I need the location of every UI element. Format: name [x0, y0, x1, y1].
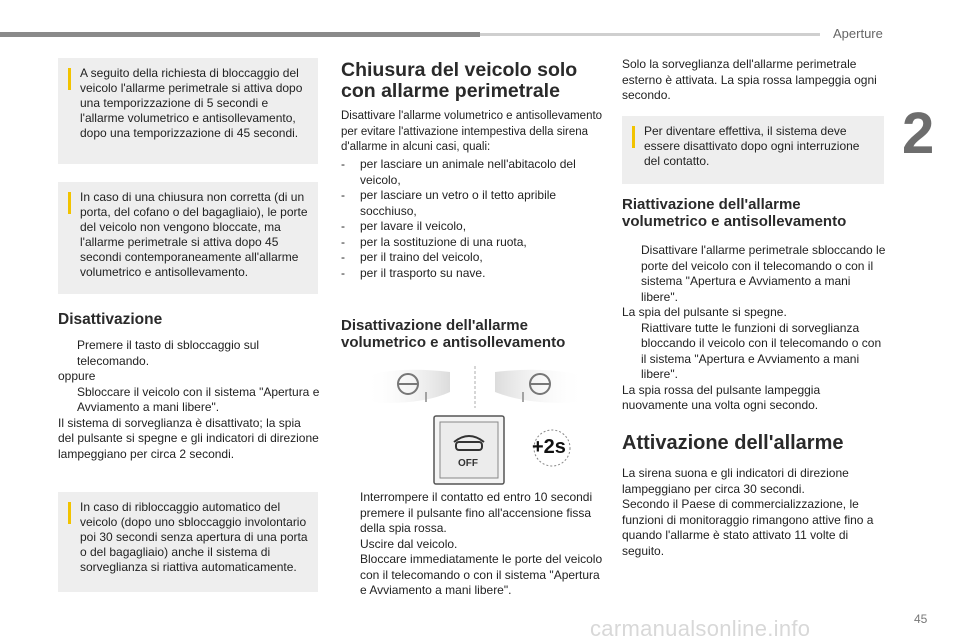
chapter-number: 2	[902, 101, 935, 166]
col3-body	[622, 243, 886, 414]
note-incorrect-closing	[58, 182, 318, 294]
list-item: - per il trasporto su nave.	[341, 265, 486, 280]
note-marker	[632, 126, 635, 148]
note-relock	[58, 492, 318, 592]
list-item: Interrompere il contatto ed entro 10 secondi premere il pulsante fino all'accensione fissa della spia rossa.	[360, 490, 593, 535]
list-item: Uscire dal veicolo.	[360, 536, 458, 551]
list-item: - per lasciare un vetro o il tetto apribile socchiuso,	[341, 188, 557, 218]
heading-riattivazione: Riattivazione dell'allarme volumetrico e antisollevamento	[622, 196, 847, 230]
col2-steps	[341, 490, 603, 599]
list-item: - per il traino del veicolo,	[341, 250, 483, 264]
col3-intro: Solo la sorveglianza dell'allarme perimetrale esterno è attivata. La spia rossa lampeggia ogni secondo.	[622, 57, 877, 102]
paragraph: La spia del pulsante si spegne.	[622, 305, 787, 319]
heading-chiusura: Chiusura del veicolo solo con allarme perimetrale	[341, 59, 578, 102]
heading-disattivazione-volumetrico: Disattivazione dell'allarme volumetrico e antisollevamento	[341, 317, 566, 351]
list-item: - per lavare il veicolo,	[341, 219, 467, 233]
list-item: Bloccare immediatamente le porte del veicolo con il telecomando o con il sistema "Apertura e Avviamento a mani libere".	[360, 552, 603, 597]
list-item: Premere il tasto di sbloccaggio sul telecomando.	[77, 338, 260, 368]
list-item: Sbloccare il veicolo con il sistema "Apertura e Avviamento a mani libere".	[77, 384, 320, 414]
heading-attivazione: Attivazione dell'allarme	[622, 432, 844, 454]
paragraph: Il sistema di sorveglianza è disattivato; la spia del pulsante si spegne e gli indicatori di direzione lampeggiano per circa 2 secondi.	[58, 415, 319, 461]
note-text: In caso di ribloccaggio automatico del veicolo (dopo uno sbloccaggio involontario poi 30 secondi senza apertura di una porta o del bagagliaio) anche il sistema di sorveglianza si riattiva automaticamente.	[80, 500, 308, 574]
note-effective	[622, 116, 884, 184]
col1-body	[58, 338, 320, 462]
header-bar	[0, 32, 480, 37]
illustration	[360, 362, 590, 487]
note-marker	[68, 192, 71, 214]
paragraph: Disattivare l'allarme volumetrico e antisollevamento per evitare l'attivazione intempestiva della sirena d'allarme in alcuni casi, quali:	[341, 110, 603, 153]
watermark: carmanualsonline.info	[590, 616, 811, 640]
section-title: Aperture	[833, 26, 883, 41]
note-marker	[68, 68, 71, 90]
list-item: - per la sostituzione di una ruota,	[341, 234, 527, 249]
heading-disattivazione: Disattivazione	[58, 311, 163, 328]
off-label: OFF	[458, 458, 478, 469]
paragraph: La spia rossa del pulsante lampeggia nuovamente una volta ogni secondo.	[622, 382, 821, 412]
list-item: Riattivare tutte le funzioni di sorveglianza bloccando il veicolo con il telecomando o con il sistema "Apertura e Avviamento a mani libere".	[641, 320, 882, 381]
note-text: Per diventare effettiva, il sistema deve essere disattivato dopo ogni interruzione del contatto.	[644, 124, 860, 168]
page-number: 45	[914, 612, 928, 626]
note-lock-delay	[58, 58, 318, 164]
list-item: - per lasciare un animale nell'abitacolo del veicolo,	[341, 157, 576, 187]
list-item: Disattivare l'allarme perimetrale sbloccando le porte del veicolo con il telecomando o con il sistema "Apertura e Avviamento a mani libere".	[641, 243, 886, 304]
note-text: In caso di una chiusura non corretta (di un porta, del cofano o del bagagliaio), le porte del veicolo non vengono bloccate, ma l'allarme perimetrale si attiva dopo 45 secondi contemporaneamente all'allarme volumetrico e antisollevamento.	[80, 190, 308, 279]
col2-intro	[341, 109, 603, 156]
header-bar-light	[480, 33, 820, 36]
timer-label: +2s	[532, 436, 566, 458]
note-marker	[68, 502, 71, 524]
col3-para2: La sirena suona e gli indicatori di direzione lampeggiano per circa 30 secondi. Secondo il Paese di commercializzazione, le funzioni di monitoraggio rimangono attive fino a quando l'allarme è stato attivato 11 volte di seguito.	[622, 466, 874, 558]
oppure-text: oppure	[58, 369, 96, 383]
col2-list	[341, 157, 603, 281]
note-text: A seguito della richiesta di bloccaggio del veicolo l'allarme perimetrale si attiva dopo una temporizzazione di 5 secondi e l'allarme volumetrico e antisollevamento, dopo una temporizzazione di 45 secondi.	[80, 66, 303, 140]
